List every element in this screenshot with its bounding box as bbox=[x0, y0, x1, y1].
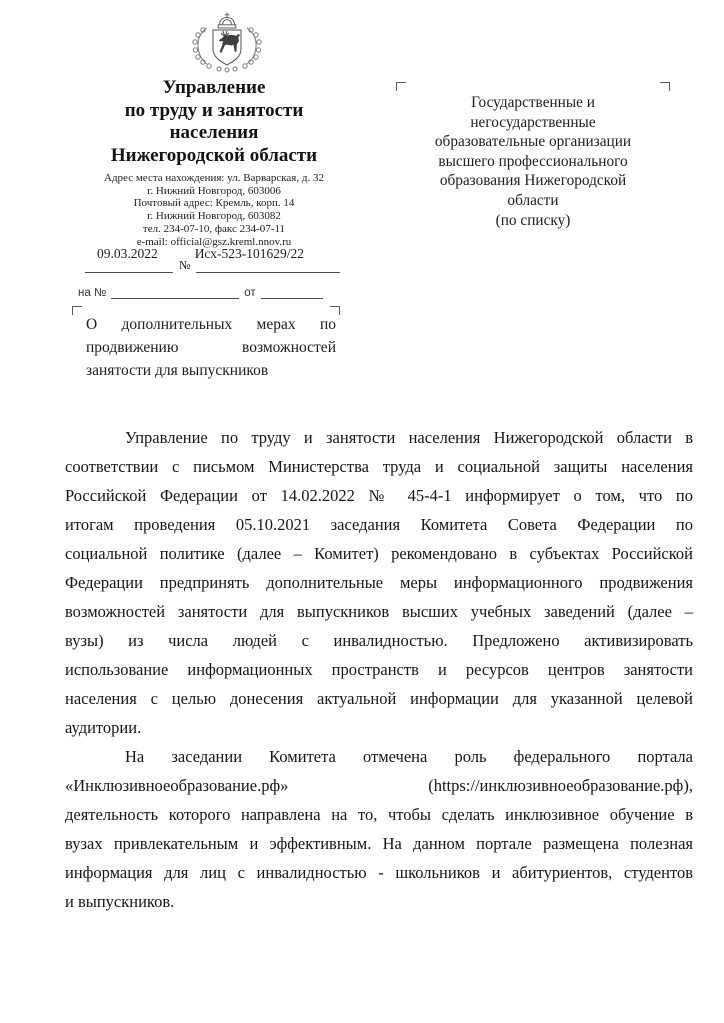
subject-line: О дополнительных мерах по bbox=[86, 316, 336, 333]
deer-glyph bbox=[219, 31, 240, 53]
body-line: соответствии с письмом Министерства труда и социальной защиты населения bbox=[65, 457, 693, 476]
body-line: На заседании Комитета отмечена роль федерального портала bbox=[125, 747, 693, 766]
address-line: г. Нижний Новгород, 603082 bbox=[147, 210, 281, 223]
org-address bbox=[66, 172, 362, 248]
body-line: Федерации предпринять дополнительные меры информационного продвижения bbox=[65, 573, 693, 592]
body-line: аудитории. bbox=[65, 718, 142, 737]
subject-block bbox=[72, 306, 340, 382]
org-name-line: населения bbox=[169, 122, 259, 143]
recipient-block bbox=[396, 82, 670, 230]
number-sign: № bbox=[179, 258, 191, 272]
letter-date: 09.03.2022 bbox=[97, 246, 158, 261]
body-line: социальной политике (далее – Комитет) рекомендовано в субъектах Российской bbox=[65, 544, 693, 563]
body-line: использование информационных пространств и ресурсов центров занятости bbox=[65, 660, 693, 679]
org-name-line: по труду и занятости bbox=[124, 99, 304, 121]
body-line: населения с целью донесения актуальной информации для указанной целевой bbox=[65, 689, 693, 708]
address-line: г. Нижний Новгород, 603006 bbox=[147, 184, 281, 197]
recipient-line: образовательные организации bbox=[434, 133, 632, 151]
address-line: Почтовый адрес: Кремль, корп. 14 bbox=[133, 197, 295, 210]
reply-date-blank-line bbox=[261, 285, 323, 299]
org-name-line: Нижегородской области bbox=[110, 144, 318, 166]
nizhny-novgorod-coat-of-arms-icon bbox=[183, 11, 271, 73]
outgoing-number: Исх-523-101629/22 bbox=[194, 246, 304, 261]
address-line: e-mail: official@gsz.kreml.nnov.ru bbox=[136, 235, 292, 248]
body-line: Управление по труду и занятости населения Нижегородской области в bbox=[125, 428, 693, 447]
recipient-line: области bbox=[507, 191, 559, 209]
body-line: вузах привлекательным и эффективным. На данном портале размещена полезная bbox=[65, 834, 693, 853]
reply-reference-row bbox=[78, 283, 340, 299]
recipient-line: Государственные и bbox=[471, 94, 595, 111]
address-line: тел. 234-07-10, факс 234-07-11 bbox=[142, 222, 286, 235]
number-line-row bbox=[85, 258, 340, 273]
reply-prefix: на № bbox=[78, 287, 107, 299]
recipient-line: (по списку) bbox=[495, 211, 571, 229]
recipient-line: образования Нижегородской bbox=[439, 172, 627, 190]
date-blank-line bbox=[85, 259, 173, 273]
org-name-line: Управление bbox=[162, 77, 266, 98]
subject-line: занятости для выпускников bbox=[86, 362, 269, 379]
subject-text bbox=[86, 313, 336, 382]
corner-mark-left bbox=[72, 306, 82, 315]
address-line: Адрес места нахождения: ул. Варварская, д. 32 bbox=[104, 172, 324, 184]
body-line: вузы) из числа людей с инвалидностью. Предложено активизировать bbox=[65, 631, 693, 650]
body-line: «Инклюзивноеобразование.рф» (https://инклюзивноеобразование.рф), bbox=[65, 776, 693, 795]
corner-mark-left bbox=[396, 82, 406, 91]
reply-number-blank-line bbox=[111, 285, 239, 299]
recipient-text bbox=[396, 82, 670, 230]
corner-mark-right bbox=[330, 306, 340, 315]
body-line: информация для лиц с инвалидностью - школьников и абитуриентов, студентов bbox=[65, 863, 693, 882]
org-name bbox=[66, 77, 362, 167]
subject-line: продвижению возможностей bbox=[86, 339, 336, 356]
recipient-line: высшего профессионального bbox=[438, 152, 628, 170]
body-line: и выпускников. bbox=[65, 892, 175, 911]
body-line: Российской Федерации от 14.02.2022 № 45-4-1 информирует о том, что по bbox=[65, 486, 693, 505]
reply-from-label: от bbox=[244, 287, 256, 299]
number-blank-line bbox=[196, 259, 340, 273]
body-line: итогам проведения 05.10.2021 заседания Комитета Совета Федерации по bbox=[65, 515, 693, 534]
corner-mark-right bbox=[660, 82, 670, 91]
body-line: деятельность которого направлена на то, чтобы сделать инклюзивное обучение в bbox=[65, 805, 693, 824]
recipient-line: негосударственные bbox=[470, 113, 596, 131]
body-line: возможностей занятости для выпускников высших учебных заведений (далее – bbox=[65, 602, 693, 621]
letter-body bbox=[65, 423, 693, 916]
